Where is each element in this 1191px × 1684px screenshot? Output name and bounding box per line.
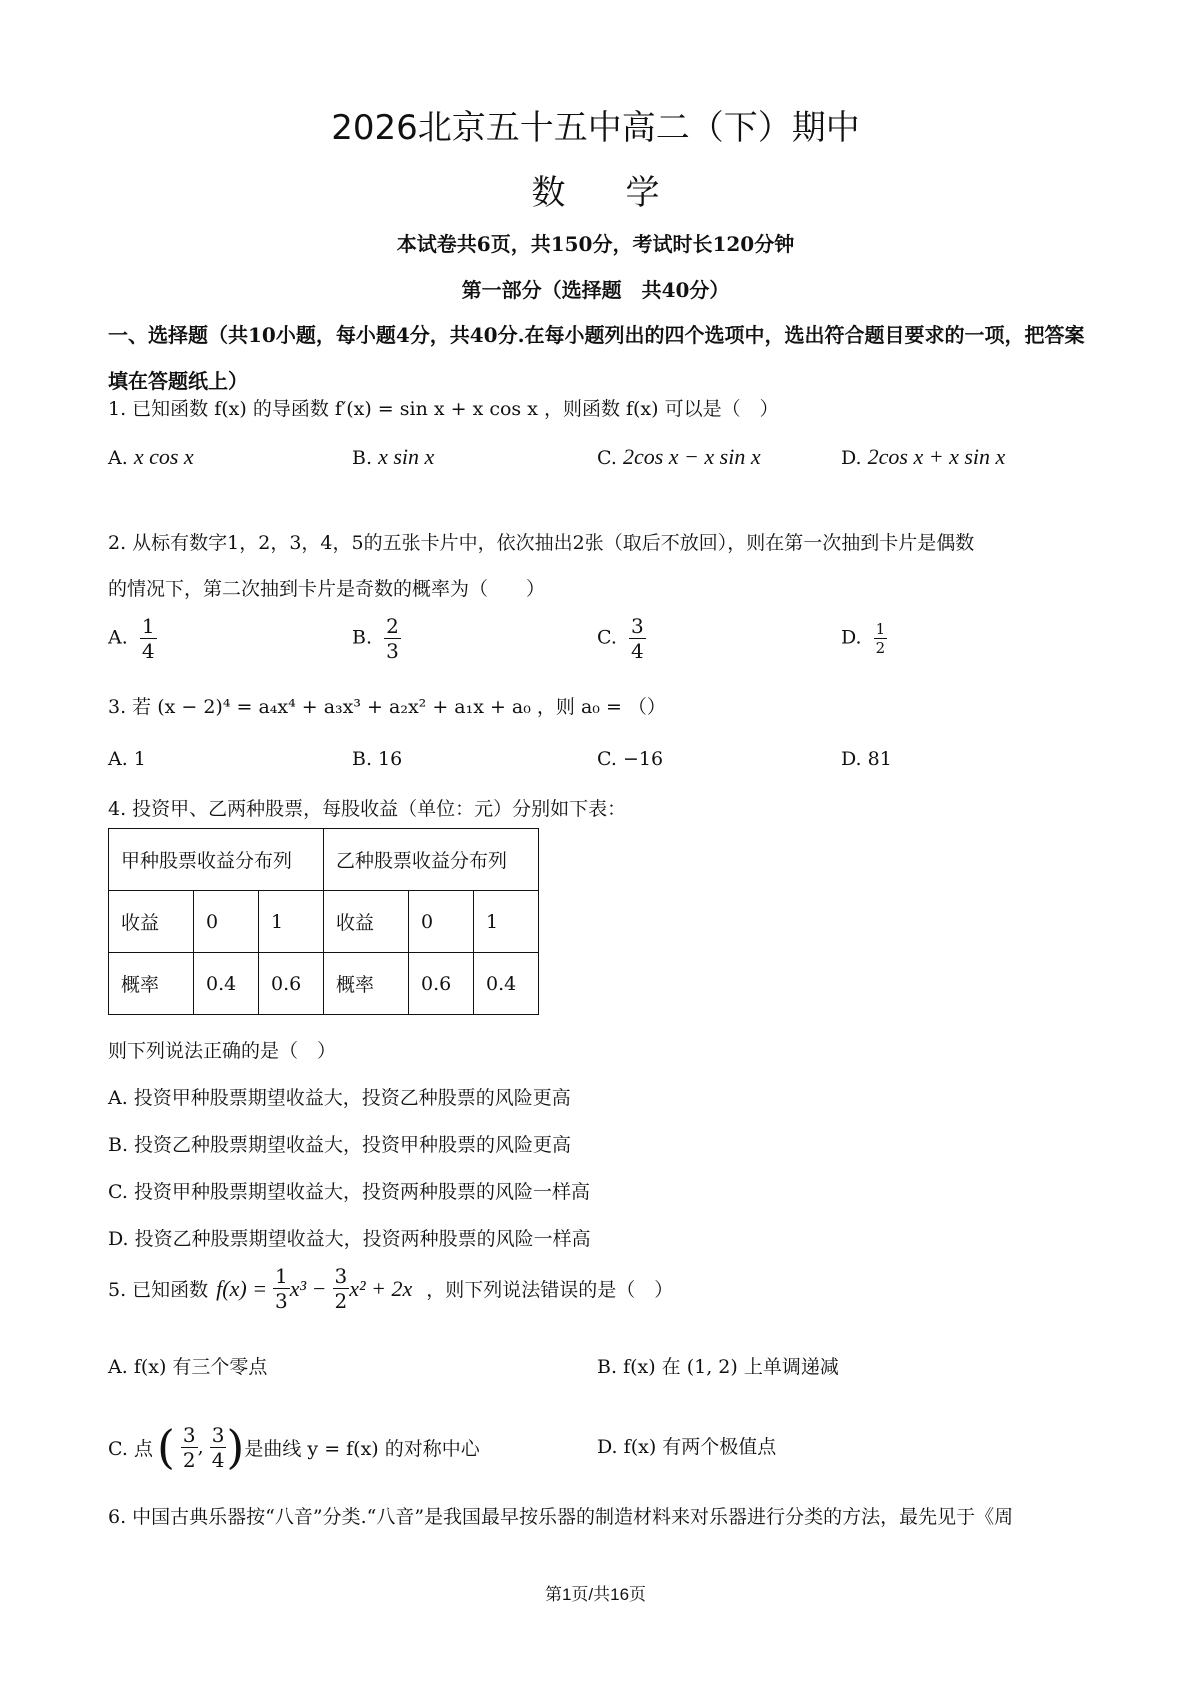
- table-cell: 0.6: [259, 953, 324, 1015]
- q1-option-d: [841, 444, 1005, 470]
- exam-info: 本试卷共6页，共150分，考试时长120分钟: [396, 232, 795, 256]
- table-cell: 1: [259, 891, 324, 953]
- q4-option-d: D. 投资乙种股票期望收益大，投资两种股票的风险一样高: [108, 1228, 591, 1250]
- function-expr: f(x) =: [216, 1275, 268, 1301]
- question-1-stem: 1. 已知函数 f(x) 的导函数 f′(x) = sin x + x cos x ，则函数 f(x) 可以是（ ）: [108, 398, 779, 420]
- section-heading: 一、选择题（共10小题，每小题4分，共40分.在每小题列出的四个选项中，选出符合题目要求的一项，把答案填在答题纸上）: [108, 323, 1085, 393]
- question-2-stem-line2: 的情况下，第二次抽到卡片是奇数的概率为（ ）: [108, 578, 546, 600]
- option-value: −16: [622, 748, 664, 770]
- function-expr: x² + 2x: [349, 1275, 413, 1301]
- table-cell: 0.4: [474, 953, 539, 1015]
- table-cell: 甲种股票收益分布列: [109, 829, 324, 891]
- q5-option-c: C. 点 ( $\frac{3}{2}$ , $\frac{3}{4}$ ) 是曲线 y = f(x) 的对称中心: [108, 1420, 480, 1474]
- option-label: A.: [108, 447, 128, 469]
- option-label: B.: [352, 626, 373, 649]
- fraction: $\frac{1}{2}$: [875, 620, 886, 657]
- function-expr: x³ −: [289, 1275, 327, 1301]
- table-row: [109, 953, 539, 1015]
- q2-option-c: [597, 614, 646, 663]
- q5-option-a: [108, 1352, 267, 1379]
- q1-option-b: [352, 444, 434, 470]
- option-label: D.: [597, 1436, 618, 1458]
- q5-option-d: [597, 1432, 776, 1459]
- option-value: f(x) 有三个零点: [133, 1356, 268, 1378]
- fraction: $\frac{1}{3}$: [275, 1264, 288, 1313]
- stock-distribution-table: [108, 828, 539, 1015]
- q2-option-d: [841, 620, 887, 657]
- option-value: 2cos x + x sin x: [867, 444, 1006, 469]
- option-label: C. 点: [108, 1437, 153, 1460]
- option-label: D.: [841, 626, 862, 649]
- q2-option-a: [108, 614, 157, 663]
- fraction: $\frac{2}{3}$: [386, 614, 399, 663]
- table-cell: 0: [194, 891, 259, 953]
- table-cell: 1: [474, 891, 539, 953]
- q3-option-d: D. 81: [841, 748, 892, 770]
- option-label: B.: [597, 1356, 618, 1378]
- exam-title: 2026北京五十五中高二（下）期中: [331, 108, 860, 148]
- table-cell: 乙种股票收益分布列: [324, 829, 539, 891]
- table-row: [109, 829, 539, 891]
- q5-option-b: [597, 1352, 839, 1379]
- q3-option-a: A. 1: [108, 748, 146, 770]
- question-4-stem: 4. 投资甲、乙两种股票，每股收益（单位：元）分别如下表：: [108, 798, 627, 820]
- table-cell: 0: [409, 891, 474, 953]
- question-6-stem: 6. 中国古典乐器按“八音”分类.“八音”是我国最早按乐器的制造材料来对乐器进行分类的方法，最先见于《周: [108, 1506, 1014, 1528]
- table-cell: 收益: [109, 891, 194, 953]
- option-value: 2cos x − x sin x: [622, 444, 761, 469]
- stem-suffix: ，则下列说法错误的是（ ）: [426, 1279, 674, 1301]
- part-heading: 第一部分（选择题 共40分）: [461, 278, 730, 302]
- table-cell: 收益: [324, 891, 409, 953]
- table-cell: 0.4: [194, 953, 259, 1015]
- option-label: A.: [108, 1356, 128, 1378]
- q4-option-b: B. 投资乙种股票期望收益大，投资甲种股票的风险更高: [108, 1134, 572, 1156]
- table-cell: 概率: [109, 953, 194, 1015]
- q2-option-b: [352, 614, 401, 663]
- fraction: $\frac{1}{4}$: [141, 614, 155, 663]
- question-3-stem: 3. 若 (x − 2)⁴ = a₄x⁴ + a₃x³ + a₂x² + a₁x + a₀ ，则 a₀ = （）: [108, 696, 666, 718]
- left-paren: (: [156, 1420, 175, 1474]
- option-label: D.: [841, 447, 862, 469]
- option-label: C.: [597, 748, 617, 770]
- option-value: f(x) 有两个极值点: [623, 1436, 777, 1458]
- page-footer: 第1页/共16页: [544, 1585, 647, 1604]
- q4-option-a: A. 投资甲种股票期望收益大，投资乙种股票的风险更高: [108, 1087, 571, 1109]
- option-label: B.: [352, 447, 373, 469]
- question-5-stem: [108, 1264, 673, 1313]
- table-cell: 0.6: [409, 953, 474, 1015]
- table-cell: 概率: [324, 953, 409, 1015]
- question-4-prompt: 则下列说法正确的是（ ）: [108, 1040, 337, 1062]
- fraction: $\frac{3}{2}$: [334, 1264, 348, 1313]
- option-value: f(x) 在 (1, 2) 上单调递减: [623, 1356, 839, 1378]
- fraction: $\frac{3}{2}$: [182, 1422, 196, 1472]
- option-label: C.: [597, 626, 617, 649]
- q1-option-a: [108, 444, 194, 470]
- option-label: A.: [108, 626, 128, 649]
- option-value: x cos x: [133, 444, 194, 469]
- stem-prefix: 5. 已知函数: [108, 1279, 209, 1301]
- table-row: [109, 891, 539, 953]
- question-2-stem-line1: 2. 从标有数字1，2，3，4，5的五张卡片中，依次抽出2张（取后不放回），则在第一次抽到卡片是偶数: [108, 532, 975, 554]
- subject-title: 数学: [531, 173, 720, 213]
- q4-option-c: C. 投资甲种股票期望收益大，投资两种股票的风险一样高: [108, 1181, 590, 1203]
- option-label: C.: [597, 447, 617, 469]
- fraction: $\frac{3}{4}$: [630, 614, 644, 663]
- q3-option-c: [597, 748, 663, 770]
- q1-option-c: [597, 444, 761, 470]
- fraction: $\frac{3}{4}$: [211, 1422, 225, 1472]
- right-paren: ): [226, 1420, 245, 1474]
- option-value: 是曲线 y = f(x) 的对称中心: [244, 1437, 480, 1460]
- q3-option-b: B. 16: [352, 748, 403, 770]
- option-value: x sin x: [378, 444, 435, 469]
